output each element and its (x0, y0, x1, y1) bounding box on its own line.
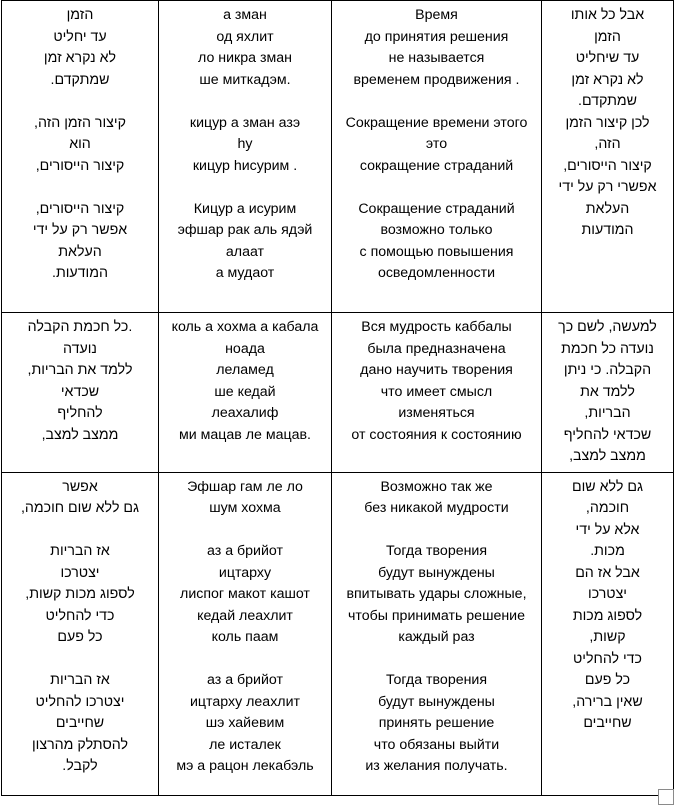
cell-line: ицтарху (218, 564, 272, 581)
cell-line: כל פעם (57, 629, 103, 645)
cell-line: чтобы принимать решение (347, 607, 525, 624)
cell-line: הזמן (594, 28, 621, 45)
cell-line: הזה, (594, 136, 621, 152)
cell-line: кицур а зман азэ (189, 114, 301, 131)
cell-line: מכות. (590, 543, 625, 559)
cell-line: ле исталек (209, 736, 281, 753)
cell-line: что обязаны выйти (373, 736, 500, 753)
cell-line: кедай леахлит (197, 607, 293, 624)
cell-line: ицтарху леахлит (190, 693, 300, 710)
cell-line: הוא (69, 136, 91, 152)
cell-line: יצטרכו (60, 564, 100, 581)
cell-line (163, 91, 327, 113)
cell-line: .כל חכמת הקבלה (27, 319, 133, 335)
cell-line: חוכמה, (585, 500, 630, 516)
cell-line: קשות, (589, 629, 626, 645)
cell-line (6, 177, 154, 199)
cell-line: אלא על ידי (575, 521, 640, 538)
cell-line: шэ хайевим (205, 715, 285, 731)
cell-line: כדי להחליט (573, 650, 642, 667)
cell-line: алаат (225, 243, 265, 260)
cell-line: сокращение страданий (359, 157, 514, 174)
cell-line: עד יחליט (53, 28, 107, 45)
cell-line: коль паам (211, 629, 279, 645)
cell-line: קיצור הזמן הזה, (34, 114, 126, 131)
cell-line: изменяться (398, 405, 475, 421)
cell-line: Тогда творения (385, 672, 488, 688)
cell-line: אפשרי רק על ידי (558, 179, 657, 195)
cell-line: שמתקדם. (578, 93, 637, 109)
cell-line: קיצור הייסורים, (35, 200, 125, 217)
cell-line: ноада (225, 340, 265, 357)
cell-line: שמתקדם. (50, 71, 110, 88)
cell-line: впитывать удары сложные, (346, 586, 527, 602)
cell-hebrew-source (2, 313, 159, 473)
cell-line: эфшар рак аль ядэй (177, 222, 313, 238)
cell-line: לכן קיצור הזמן (565, 114, 650, 131)
cell-russian (332, 1, 542, 313)
cell-line: לא נקרא זמן (571, 71, 644, 88)
cell-line (163, 177, 327, 199)
cell-hebrew-source (2, 472, 159, 795)
cell-line: הקבלה. כי ניתן (563, 362, 652, 378)
cell-line: נועדה כל חכמת (561, 340, 654, 357)
cell-line: שכדאי להחליף (563, 426, 652, 443)
cell-line: אפשר (62, 478, 98, 495)
cell-line (336, 520, 537, 542)
table-row (2, 472, 674, 795)
cell-line: להחליף (57, 405, 103, 421)
cell-line: אבל אז הם (575, 564, 640, 581)
cell-line: ממצב למצב, (41, 426, 119, 443)
cell-line: ממצב למצב, (569, 448, 646, 464)
cell-line: ше миткадэм. (199, 71, 291, 88)
cell-russian (332, 472, 542, 795)
cell-line (336, 91, 537, 113)
cell-line: возможно только (380, 222, 493, 238)
cell-line (6, 520, 154, 542)
table-row (2, 313, 674, 473)
cell-line: גם ללא שום (572, 478, 643, 495)
cell-line: גם ללא שום חוכמה, (20, 500, 140, 516)
cell-line: Тогда творения (385, 543, 488, 559)
cell-line: המודעות (581, 222, 634, 238)
cell-line: будут вынуждены (378, 564, 495, 581)
cell-line (163, 520, 327, 542)
cell-line: ло никра зман (198, 50, 292, 66)
cell-line: Возможно так же (380, 478, 493, 495)
cell-line: נועדה (63, 340, 97, 357)
cell-line: hу (237, 136, 253, 152)
cell-line: была предназначена (367, 340, 506, 357)
cell-line: הזמן (66, 7, 94, 23)
cell-line: לספוג מכות קשות, (25, 586, 135, 602)
cell-line (336, 177, 537, 199)
cell-line: ми мацав ле мацав. (178, 426, 311, 443)
cell-line: אבל כל אותו (570, 7, 645, 23)
cell-hebrew-source (2, 1, 159, 313)
cell-line: להסתלק מהרצון (31, 736, 128, 753)
cell-line: שחייבים (583, 715, 632, 731)
cell-line: от состояния к состоянию (351, 426, 522, 443)
cell-line: принять решение (378, 715, 495, 731)
cell-line: יצטרכו להחליט (35, 693, 125, 710)
cell-transliteration (159, 313, 332, 473)
cell-line: из желания получать. (365, 758, 508, 774)
cell-line: שאין ברירה, (572, 693, 643, 710)
cell-hebrew-rewrite (542, 313, 674, 473)
cell-line: ше кедай (214, 383, 276, 400)
cell-line: אפשר רק על ידי (32, 222, 128, 238)
table-row (2, 1, 674, 313)
cell-line: העלאת (58, 243, 102, 260)
cell-line: аз а брийот (207, 543, 283, 559)
cell-line: осведомленности (377, 265, 496, 281)
cell-line: כדי להחליט (45, 607, 115, 624)
cell-line: שחייבים (55, 715, 105, 731)
cell-line: לספוג מכות (572, 607, 643, 624)
cell-line: לקבל. (62, 758, 98, 774)
cell-line: это (425, 136, 448, 152)
cell-line (6, 649, 154, 671)
cell-line: המודעות. (52, 265, 108, 281)
cell-line: למעשה, לשם כך (558, 319, 657, 335)
cell-line: без никакой мудрости (364, 500, 509, 516)
cell-transliteration (159, 1, 332, 313)
cell-line: временем продвижения . (353, 71, 520, 88)
cell-line: не называется (388, 50, 485, 66)
cell-line (336, 649, 537, 671)
cell-line: יצטרכו (588, 586, 627, 602)
cell-line: עד שיחליט (575, 50, 640, 66)
cell-line: мэ а рацон лекабэль (176, 758, 314, 774)
cell-line: Сокращение страданий (358, 200, 515, 217)
cell-line: а зман (223, 7, 267, 23)
cell-line: каждый раз (398, 629, 475, 645)
cell-line: Вся мудрость каббалы (361, 319, 512, 335)
cell-hebrew-rewrite (542, 1, 674, 313)
cell-line: аз а брийот (207, 672, 283, 688)
cell-line: כל פעם (584, 672, 631, 688)
cell-line: לא נקרא זמן (43, 50, 117, 66)
cell-line: קיצור הייסורים, (563, 157, 652, 174)
cell-line: лиспог макот кашот (180, 586, 310, 602)
cell-line: дано научить творения (360, 362, 513, 378)
cell-line: קיצור הייסורים, (35, 157, 125, 174)
cell-line: коль а хохма а кабала (171, 319, 319, 335)
cell-line: Эфшар гам ле ло (187, 478, 303, 495)
translation-table (1, 0, 674, 796)
cell-line (163, 649, 327, 671)
cell-line: Сокращение времени этого (345, 114, 528, 131)
cell-line (6, 91, 154, 113)
cell-line: леахалиф (211, 405, 279, 421)
cell-line: до принятия решения (364, 28, 509, 45)
page-corner-checkbox[interactable] (658, 789, 674, 805)
cell-line: а мудаот (215, 265, 275, 281)
cell-line: шум хохма (209, 500, 281, 516)
cell-line: הבריות, (584, 405, 631, 421)
cell-line: что имеет смысл (380, 383, 493, 400)
cell-line: од яхлит (216, 28, 274, 45)
cell-line: אז הבריות (50, 543, 110, 559)
cell-line: Время (415, 7, 458, 23)
cell-line: леламед (216, 362, 274, 378)
cell-line: ללמד את (580, 383, 635, 400)
cell-line: העלאת (585, 200, 630, 217)
cell-line: кицур hисурим . (192, 157, 298, 174)
cell-line: Кицур а исурим (193, 200, 297, 217)
cell-line: אז הבריות (50, 672, 110, 688)
cell-russian (332, 313, 542, 473)
cell-line: שכדאי (60, 383, 100, 400)
cell-line: будут вынуждены (378, 693, 495, 710)
cell-line: с помощью повышения (359, 243, 514, 260)
cell-line: ללמד את הבריות, (27, 362, 133, 378)
cell-hebrew-rewrite (542, 472, 674, 795)
cell-transliteration (159, 472, 332, 795)
